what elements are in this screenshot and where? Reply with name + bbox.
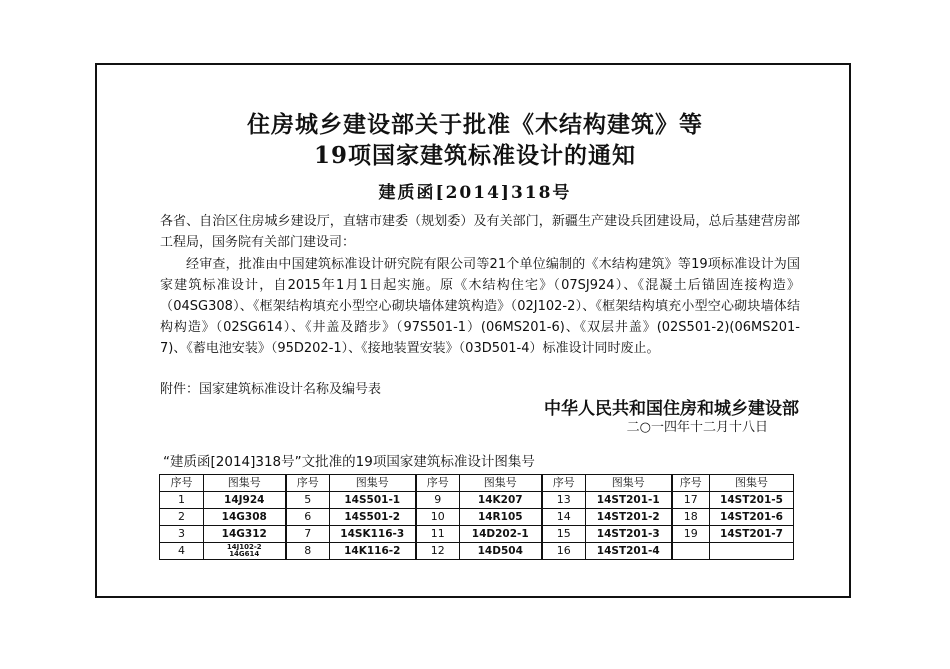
cell-no: 3 — [160, 526, 204, 543]
cell-code: 14S501-1 — [330, 492, 416, 509]
cell-code: 14K207 — [460, 492, 542, 509]
cell-code: 14ST201-1 — [586, 492, 672, 509]
table-row — [160, 543, 794, 560]
header-no: 序号 — [160, 475, 204, 492]
cell-no: 8 — [286, 543, 330, 560]
standards-table — [159, 474, 794, 560]
table-row — [160, 509, 794, 526]
cell-code: 14G308 — [204, 509, 286, 526]
cell-no: 14 — [542, 509, 586, 526]
header-no: 序号 — [542, 475, 586, 492]
header-code: 图集号 — [586, 475, 672, 492]
cell-no — [672, 543, 710, 560]
cell-code: 14ST201-2 — [586, 509, 672, 526]
table-header-row — [160, 475, 794, 492]
cell-code: 14ST201-3 — [586, 526, 672, 543]
table-row — [160, 526, 794, 543]
cell-code — [710, 543, 794, 560]
header-code: 图集号 — [330, 475, 416, 492]
cell-code-line2: 14G614 — [229, 550, 260, 558]
cell-code: 14ST201-6 — [710, 509, 794, 526]
cell-no: 7 — [286, 526, 330, 543]
attachment-line: 附件：国家建筑标准设计名称及编号表 — [160, 382, 382, 397]
cell-code: 14D202-1 — [460, 526, 542, 543]
recipients-paragraph: 各省、自治区住房城乡建设厅，直辖市建委（规划委）及有关部门，新疆生产建设兵团建设局，总后基建营房部工程局，国务院有关部门建设司： — [160, 214, 800, 250]
cell-code-double — [204, 543, 286, 560]
cell-no: 13 — [542, 492, 586, 509]
cell-code-line1: 14J102-2 — [226, 543, 262, 551]
cell-code: 14ST201-7 — [710, 526, 794, 543]
cell-code: 14J924 — [204, 492, 286, 509]
table-row — [160, 492, 794, 509]
cell-code: 14R105 — [460, 509, 542, 526]
cell-no: 12 — [416, 543, 460, 560]
cell-no: 11 — [416, 526, 460, 543]
notice-title-line2: 19项国家建筑标准设计的通知 — [313, 142, 636, 169]
cell-no: 2 — [160, 509, 204, 526]
cell-code: 14K116-2 — [330, 543, 416, 560]
cell-no: 15 — [542, 526, 586, 543]
issue-date: 二○一四年十二月十八日 — [626, 420, 768, 435]
cell-no: 10 — [416, 509, 460, 526]
cell-code: 14ST201-5 — [710, 492, 794, 509]
document-number: 建质函[2014]318号 — [378, 183, 572, 203]
cell-code: 14SK116-3 — [330, 526, 416, 543]
cell-no: 5 — [286, 492, 330, 509]
table-caption: “建质函[2014]318号”文批准的19项国家建筑标准设计图集号 — [163, 454, 535, 470]
cell-no: 9 — [416, 492, 460, 509]
header-no: 序号 — [286, 475, 330, 492]
header-code: 图集号 — [204, 475, 286, 492]
header-no: 序号 — [672, 475, 710, 492]
notice-title-line1: 住房城乡建设部关于批准《木结构建筑》等 — [247, 111, 703, 138]
cell-no: 4 — [160, 543, 204, 560]
cell-code: 14S501-2 — [330, 509, 416, 526]
cell-no: 16 — [542, 543, 586, 560]
cell-no: 18 — [672, 509, 710, 526]
cell-no: 6 — [286, 509, 330, 526]
header-code: 图集号 — [710, 475, 794, 492]
header-no: 序号 — [416, 475, 460, 492]
cell-code: 14G312 — [204, 526, 286, 543]
cell-code: 14ST201-4 — [586, 543, 672, 560]
header-code: 图集号 — [460, 475, 542, 492]
cell-no: 1 — [160, 492, 204, 509]
cell-code: 14D504 — [460, 543, 542, 560]
body-paragraph: 经审查，批准由中国建筑标准设计研究院有限公司等21个单位编制的《木结构建筑》等19项标准设计为国家建筑标准设计，自2015年1月1日起实施。原《木结构住宅》（07SJ924）、《混凝土后锚固连接构造》（04SG308）、《框架结构填充小型空心砌块墙体建筑构造》（02J102-2）、《框架结构填充小型空心砌块墙体结构构造》（02SG614）、《井盖及踏步》（97S501-1）(06MS201-6)、《双层井盖》(02S501-2)(06MS201-7)、《蓄电池安装》（95D202-1）、《接地装置安装》（03D501-4）标准设计同时废止。 — [160, 257, 800, 356]
cell-no: 19 — [672, 526, 710, 543]
issuer-name: 中华人民共和国住房和城乡建设部 — [544, 399, 799, 419]
cell-no: 17 — [672, 492, 710, 509]
